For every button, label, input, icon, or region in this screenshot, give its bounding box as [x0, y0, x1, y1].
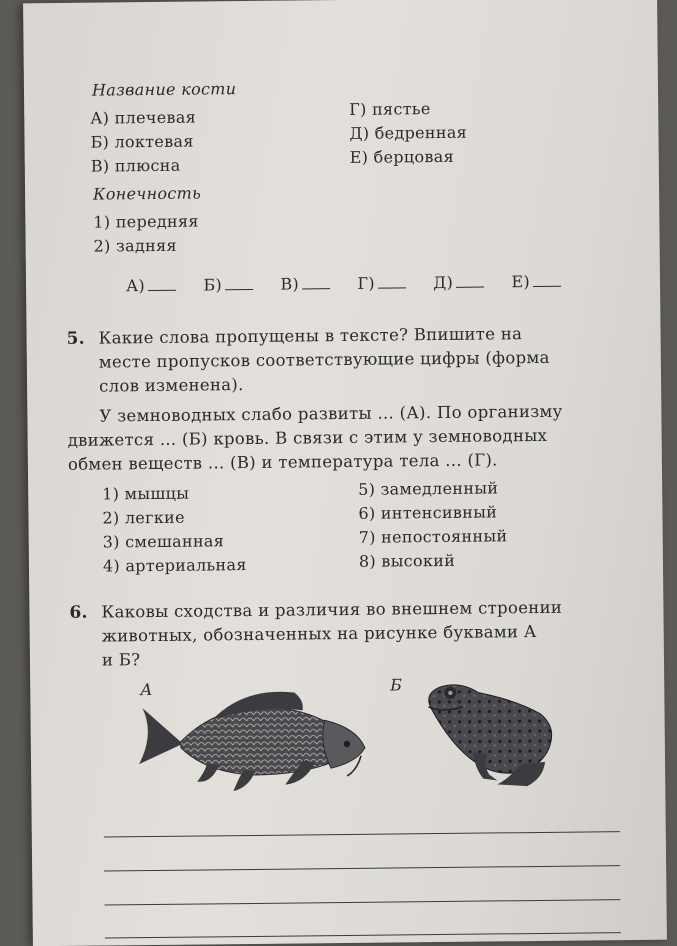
answer-blank-b[interactable] [225, 277, 253, 290]
bone-name-header: Название кости [91, 79, 237, 100]
question-5-number: 5. [66, 328, 86, 349]
option-3: 3) смешанная [102, 531, 225, 552]
limb-option-2: 2) задняя [93, 235, 177, 256]
bone-option-e: Е) берцовая [349, 146, 455, 167]
option-4: 4) артериальная [102, 555, 247, 576]
question-6-line-3: и Б? [101, 650, 141, 670]
answer-label-b: Б) [203, 275, 223, 295]
bone-option-a: А) плечевая [90, 107, 197, 128]
question-6-line-1: Каковы сходства и различия во внешнем строении [101, 597, 563, 622]
option-2: 2) легкие [102, 507, 185, 528]
answer-blank-e[interactable] [533, 274, 561, 287]
answer-blank-g[interactable] [378, 275, 406, 288]
question-5-text-2: движется ... (Б) кровь. В связи с этим у земноводных [67, 425, 548, 450]
limb-option-1: 1) передняя [93, 211, 199, 232]
figure-label-a: А [140, 680, 153, 700]
question-5-line-1: Какие слова пропущены в тексте? Впишите на [98, 324, 523, 348]
question-5-line-2: месте пропусков соответствующие цифры (форма [98, 347, 550, 372]
option-1: 1) мышцы [102, 483, 190, 504]
limb-header: Конечность [92, 183, 202, 204]
question-5-line-3: слов изменена). [98, 375, 244, 396]
textbook-page [23, 0, 667, 946]
question-6-number: 6. [69, 602, 88, 623]
frog-icon [416, 678, 557, 791]
bone-option-v: В) плюсна [90, 155, 181, 176]
bone-option-g: Г) пястье [349, 99, 431, 119]
answer-label-d: Д) [433, 272, 454, 293]
answer-line-3[interactable] [105, 899, 621, 905]
answer-blank-d[interactable] [456, 275, 484, 288]
figure-label-b: Б [390, 675, 403, 695]
answer-line-2[interactable] [104, 865, 620, 871]
option-8: 8) высокий [358, 550, 456, 571]
answer-blank-a[interactable] [148, 278, 176, 291]
answer-blank-v[interactable] [302, 276, 330, 289]
fish-icon [134, 684, 375, 797]
option-6: 6) интенсивный [358, 502, 498, 523]
bone-option-d: Д) бедренная [349, 122, 468, 143]
answer-label-g: Г) [357, 273, 375, 293]
bone-option-b: Б) локтевая [90, 131, 194, 152]
question-5-text-1: У земноводных слабо развиты ... (А). По организму [99, 401, 563, 426]
answer-row [126, 272, 561, 296]
option-5: 5) замедленный [358, 478, 499, 499]
answer-line-1[interactable] [104, 831, 620, 837]
question-5-text-3: обмен веществ ... (В) и температура тела ... (Г). [67, 450, 498, 474]
answer-label-v: В) [280, 274, 300, 294]
answer-line-4[interactable] [105, 932, 621, 938]
answer-label-a: А) [125, 276, 146, 296]
answer-label-e: Е) [511, 272, 531, 292]
question-6-line-2: животных, обозначенных на рисунке буквами А [101, 622, 537, 646]
option-7: 7) непостоянный [358, 526, 508, 547]
